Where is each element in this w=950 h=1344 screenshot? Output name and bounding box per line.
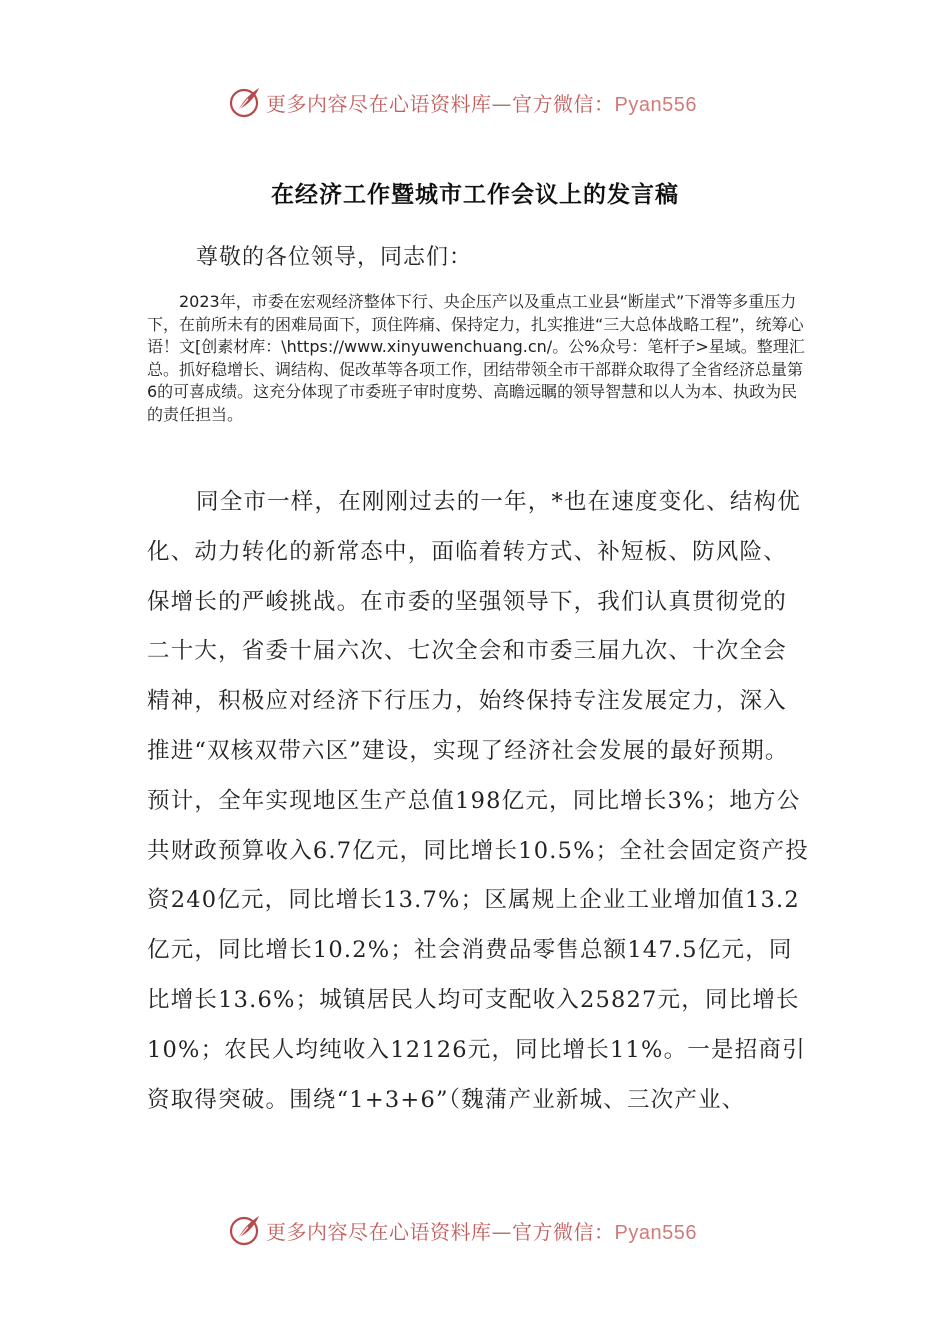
banner-text: 更多内容尽在心语资料库 — [266, 91, 492, 116]
banner-label: 官方微信： — [512, 91, 615, 116]
banner-text: 更多内容尽在心语资料库 — [266, 1219, 492, 1244]
salutation: 尊敬的各位领导，同志们： — [196, 245, 473, 270]
banner-wechat-id: Pyan556 — [614, 93, 697, 116]
intro-paragraph: 2023年，市委在宏观经济整体下行、央企压产以及重点工业县“断崖式”下滑等多重压力下，在前所未有的困难局面下，顶住阵痛、保持定力，扎实推进“三大总体战略工程”，统筹心语！文[创素材库：\https://www.xinyuwenchuang.cn/。公%众号：笔杆子>星域。整理汇总。抓好稳增长、调结构、促改革等各项工作，团结带领全市干部群众取得了全省经济总量第6的可喜成绩。这充分体现了市委班子审时度势、高瞻远瞩的领导智慧和以人为本、执政为民的责任担当。 — [147, 292, 805, 424]
banner-separator: — — [491, 1219, 512, 1244]
header-watermark-banner — [228, 82, 748, 122]
banner-label: 官方微信： — [512, 1219, 615, 1244]
banner-separator: — — [491, 91, 512, 116]
quill-logo-icon — [228, 85, 262, 119]
quill-logo-icon — [228, 1213, 262, 1247]
document-title: 在经济工作暨城市工作会议上的发言稿 — [271, 182, 679, 208]
footer-watermark-banner — [228, 1210, 748, 1250]
body-paragraph: 同全市一样，在刚刚过去的一年，*也在速度变化、结构优化、动力转化的新常态中，面临着转方式、补短板、防风险、保增长的严峻挑战。在市委的坚强领导下，我们认真贯彻党的二十大，省委十届六次、七次全会和市委三届九次、十次全会精神，积极应对经济下行压力，始终保持专注发展定力，深入推进“双核双带六区”建设，实现了经济社会发展的最好预期。预计，全年实现地区生产总值198亿元，同比增长3%；地方公共财政预算收入6.7亿元，同比增长10.5%；全社会固定资产投资240亿元，同比增长13.7%；区属规上企业工业增加值13.2亿元，同比增长10.2%；社会消费品零售总额147.5亿元，同比增长13.6%；城镇居民人均可支配收入25827元，同比增长10%；农民人均纯收入12126元，同比增长11%。一是招商引资取得突破。围绕“1+3+6”（魏蒲产业新城、三次产业、 — [147, 489, 809, 1113]
intro-paragraph-block — [147, 291, 807, 427]
body-paragraph-block — [147, 478, 809, 1125]
banner-wechat-id: Pyan556 — [614, 1221, 697, 1244]
